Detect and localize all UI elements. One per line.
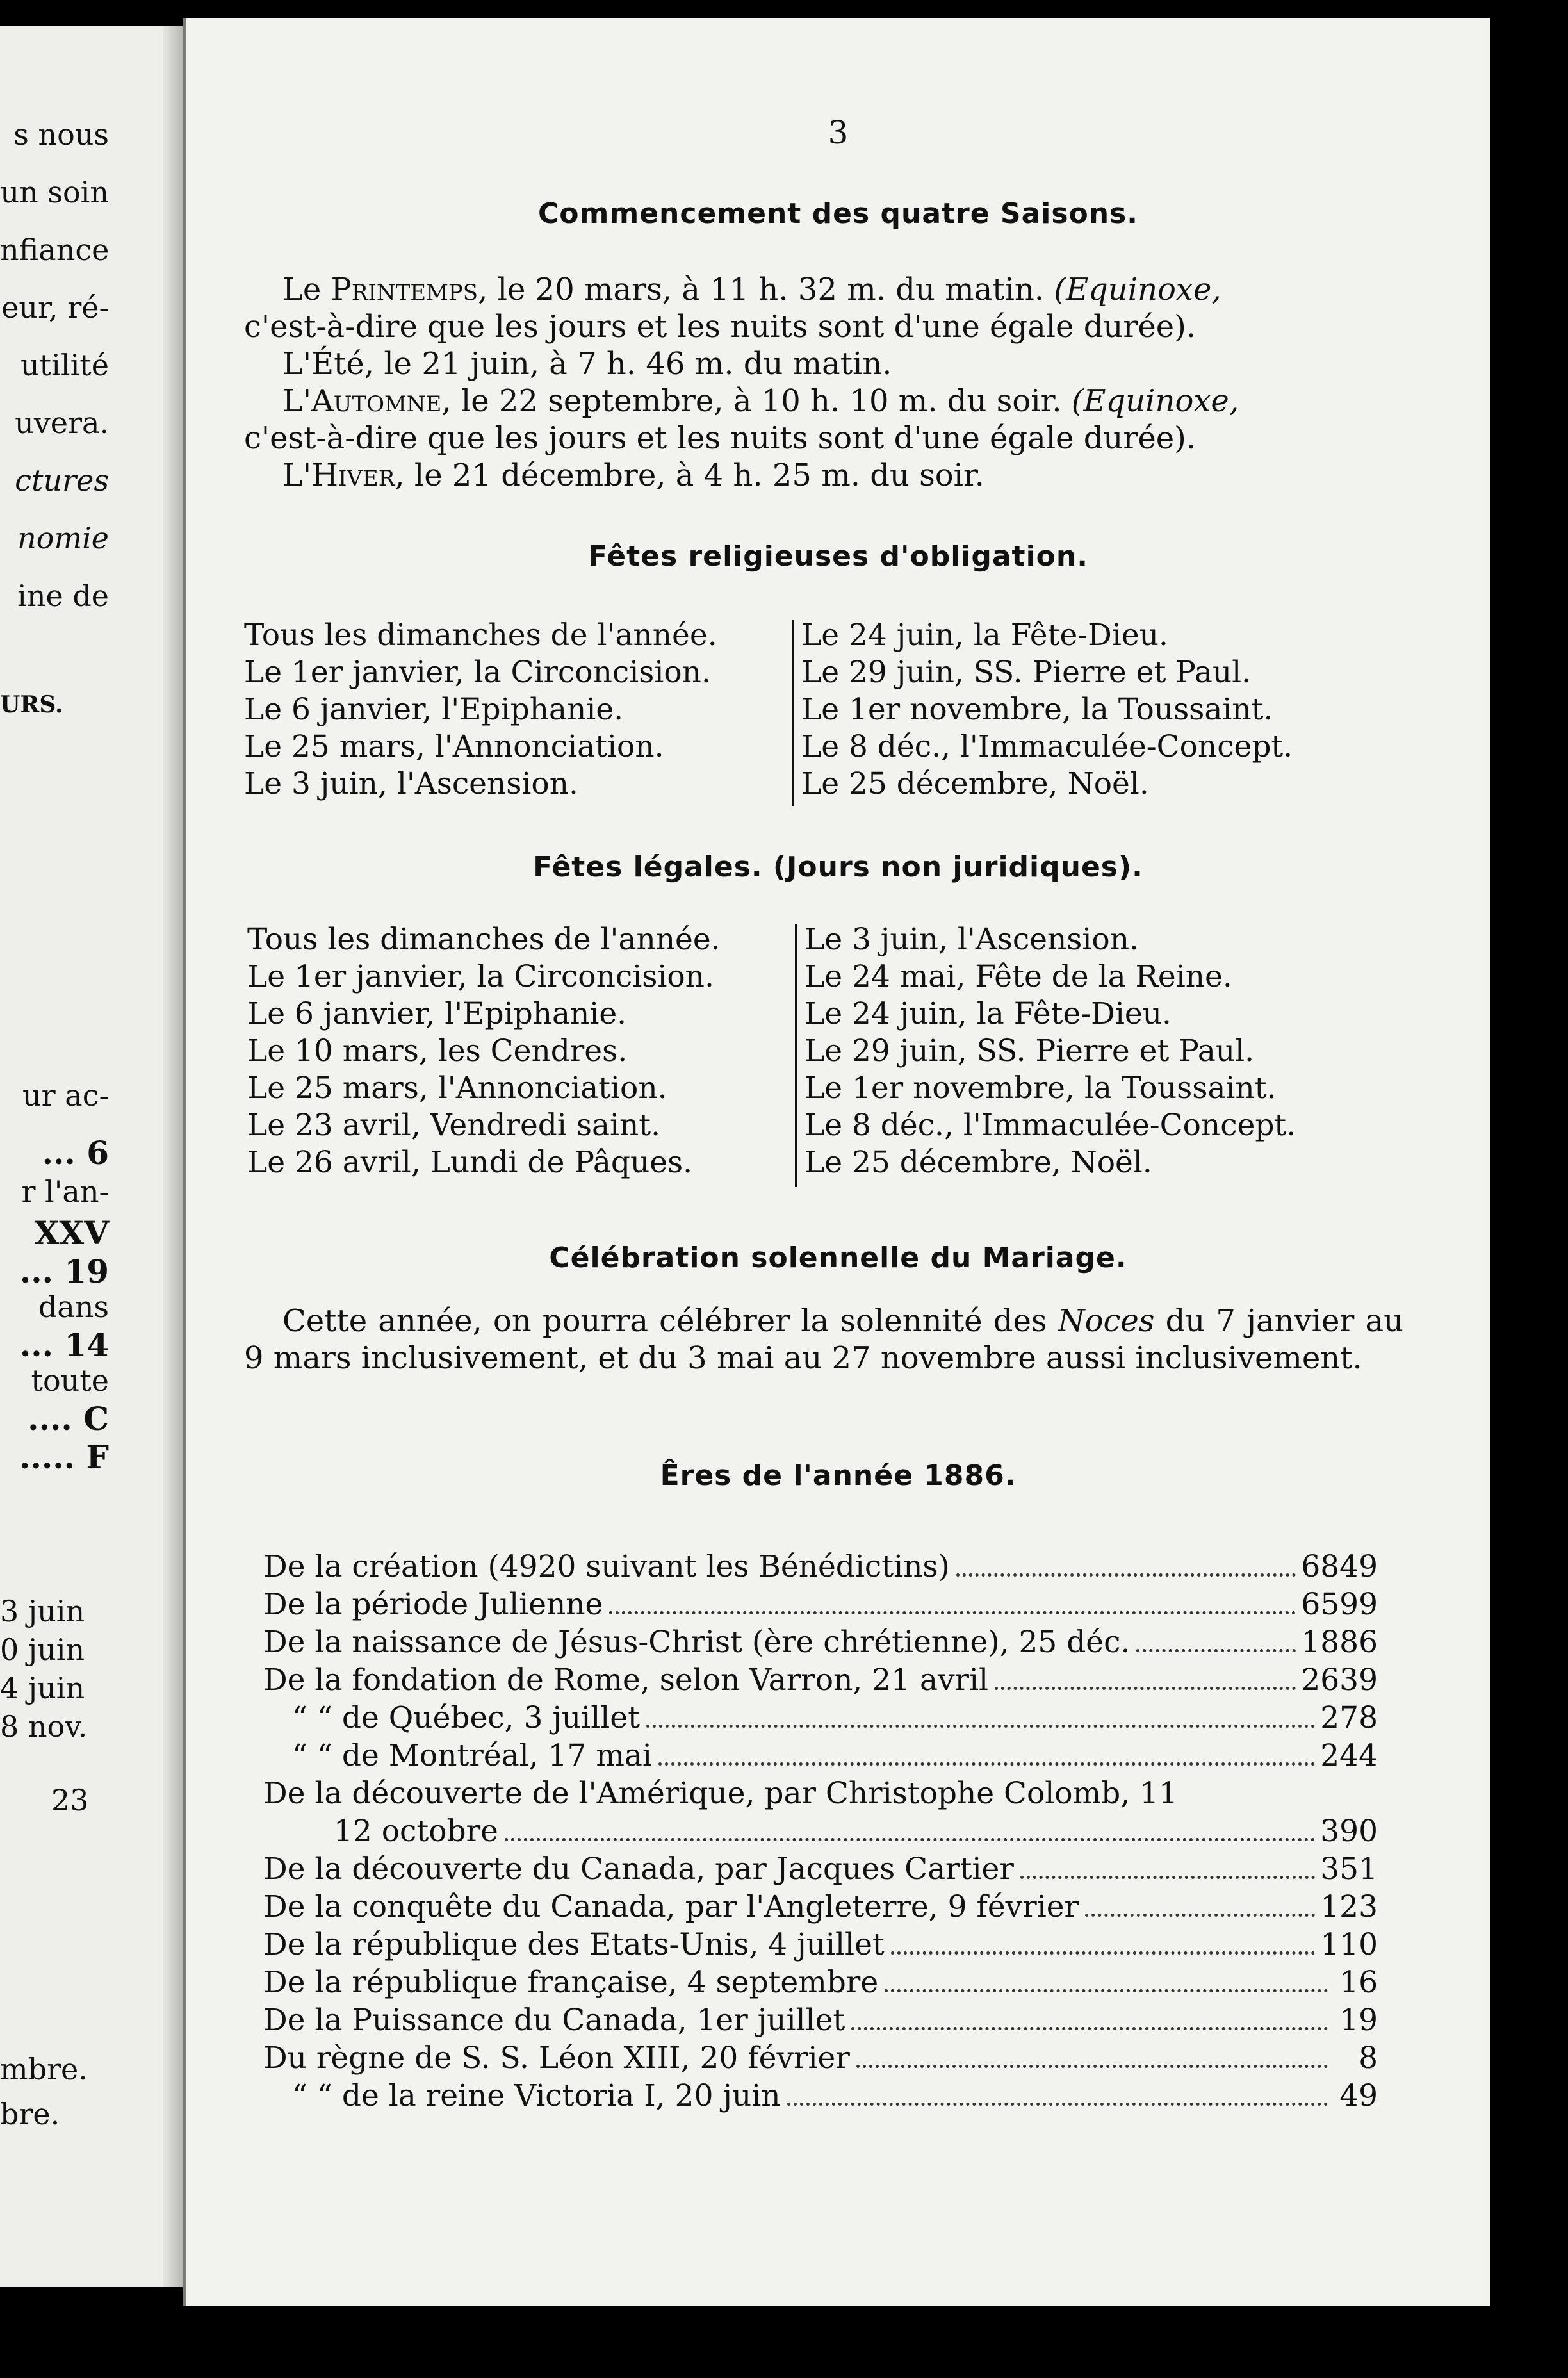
left-line: un soin [0,175,109,209]
table-row [263,2040,1378,2078]
list-item: Le 29 juin, SS. Pierre et Paul. [804,1033,1255,1069]
text: du 7 janvier au 9 mars inclusivement, et du 3 mai au 27 novembre aussi inclusivement. [244,1303,1404,1376]
season-name: Printemps, [331,272,488,308]
list-item: Le 8 déc., l'Immaculée-Concept. [804,1108,1296,1143]
row-label: De la création (4920 suivant les Bénédictins) [263,1549,950,1584]
list-item: Le 25 mars, l'Annonciation. [244,729,664,764]
dot-leader [646,1719,1315,1728]
saisons-text [244,271,1410,494]
row-value: 390 [1320,1814,1378,1849]
left-line: 4 juin [0,1671,85,1705]
left-line: s nous [13,117,109,152]
list-item: Le 25 mars, l'Annonciation. [247,1070,667,1106]
text: c'est-à-dire que les jours et les nuits sont d'une égale durée). [244,309,1196,345]
list-item: Le 24 mai, Fête de la Reine. [804,959,1232,994]
obligation-left-column [244,617,717,803]
left-line: ..... F [19,1438,109,1476]
row-label: De la conquête du Canada, par l'Angleterre, 9 février [263,1889,1079,1924]
left-line: URS. [0,691,63,718]
mariage-paragraph [244,1302,1403,1377]
row-label: Du règne de S. S. Léon XIII, 20 février [263,2040,850,2076]
dot-leader [891,1946,1315,1955]
table-row [263,1889,1378,1927]
left-line: r l'an- [21,1174,109,1209]
dot-leader [851,2022,1328,2030]
column-divider [795,924,797,1187]
list-item: Le 1er janvier, la Circoncision. [244,655,711,690]
text: le 22 septembre, à 10 h. 10 m. du soir. [461,383,1062,419]
section-title-legales: Fêtes légales. (Jours non juridiques). [533,851,1143,883]
list-item: Le 25 décembre, Noël. [804,1145,1152,1180]
row-label: De la fondation de Rome, selon Varron, 21 avril [263,1662,989,1698]
table-row [263,1776,1378,1814]
previous-page-fragment [0,26,189,2287]
row-label: De la découverte de l'Amérique, par Christophe Colomb, 11 [263,1776,1178,1811]
section-title-saisons: Commencement des quatre Saisons. [537,197,1139,230]
text: le 21 décembre, à 4 h. 25 m. du soir. [414,457,984,493]
left-line: mbre. [0,2052,88,2087]
dot-leader [1085,1908,1315,1917]
almanac-page [183,18,1490,2306]
list-item: Le 1er novembre, la Toussaint. [804,1070,1277,1106]
table-row [263,1927,1378,1965]
dot-leader [609,1606,1296,1614]
table-row [263,1700,1378,1738]
text: le 20 mars, à 11 h. 32 m. du matin. [497,272,1045,308]
text: c'est-à-dire que les jours et les nuits sont d'une égale durée). [244,420,1196,456]
dot-leader [1020,1871,1315,1879]
list-item: Le 3 juin, l'Ascension. [804,922,1139,957]
row-label: “ “ de Montréal, 17 mai [292,1738,652,1773]
row-label: De la république des Etats-Unis, 4 juillet [263,1927,885,1962]
season-name: Automne, [311,383,452,419]
left-line: .... C [28,1400,109,1438]
left-line: 23 [51,1783,89,1817]
dot-leader [658,1757,1315,1766]
row-value: 123 [1320,1889,1378,1924]
row-value: 2639 [1301,1662,1378,1698]
row-value: 8 [1359,2040,1378,2076]
list-item: Le 3 juin, l'Ascension. [244,766,578,801]
table-row [263,1814,1378,1851]
row-label: De la période Julienne [263,1587,603,1622]
left-line: ... 19 [19,1252,109,1290]
list-item: Le 23 avril, Vendredi saint. [247,1108,661,1143]
table-row [263,1549,1378,1587]
text: (Equinoxe, [1071,383,1239,419]
left-line: ... 14 [19,1326,109,1364]
section-title-mariage: Célébration solennelle du Mariage. [549,1242,1127,1274]
list-item: Tous les dimanches de l'année. [247,922,721,957]
row-value: 278 [1320,1700,1378,1735]
season-name: Hiver, [311,457,405,493]
left-line: utilité [20,348,109,382]
text: (Equinoxe, [1054,272,1221,308]
row-label: De la découverte du Canada, par Jacques Cartier [263,1851,1014,1887]
text: L'Été, le 21 juin, à 7 h. 46 m. du matin. [282,346,892,382]
left-line: bre. [0,2097,60,2131]
left-line: dans [38,1290,109,1324]
list-item: Le 8 déc., l'Immaculée-Concept. [801,729,1293,764]
eres-table [263,1549,1378,2116]
list-item: Le 6 janvier, l'Epiphanie. [244,692,624,727]
left-line: 0 juin [0,1632,85,1667]
list-item: Le 26 avril, Lundi de Pâques. [247,1145,693,1180]
left-line: toute [31,1363,109,1398]
dot-leader [956,1568,1296,1577]
left-line: nfiance [0,233,110,267]
row-value: 6849 [1301,1549,1378,1584]
list-item: Le 10 mars, les Cendres. [247,1033,628,1069]
row-value: 351 [1320,1851,1378,1887]
text: L' [282,383,312,419]
left-line: eur, ré- [1,290,109,325]
obligation-right-column [801,617,1293,803]
table-row [263,1965,1378,2003]
section-title-obligation: Fêtes religieuses d'obligation. [588,540,1088,573]
list-item: Le 1er novembre, la Toussaint. [801,692,1273,727]
list-item: Le 6 janvier, l'Epiphanie. [247,996,627,1031]
row-label: “ “ de la reine Victoria I, 20 juin [292,2078,781,2113]
table-row [263,1738,1378,1776]
dot-leader [856,2060,1328,2068]
text: Cette année, on pourra célébrer la solennité des [282,1303,1047,1339]
dot-leader [995,1682,1296,1690]
left-line: ine de [17,578,109,613]
row-label: 12 octobre [334,1814,498,1849]
list-item: Le 25 décembre, Noël. [801,766,1149,801]
row-value: 49 [1339,2078,1378,2113]
row-value: 244 [1320,1738,1378,1773]
left-line: ... 6 [42,1134,109,1172]
row-label: De la république française, 4 septembre [263,1965,879,2000]
column-divider [792,620,794,806]
list-item: Le 29 juin, SS. Pierre et Paul. [801,655,1252,690]
row-label: De la naissance de Jésus-Christ (ère chrétienne), 25 déc. [263,1625,1131,1660]
table-row [263,2078,1378,2116]
left-line: ur ac- [22,1078,109,1113]
row-value: 110 [1320,1927,1378,1962]
dot-leader [505,1833,1315,1841]
table-row [263,2003,1378,2040]
left-line: 8 nov. [0,1709,88,1744]
left-line: uvera. [15,406,109,440]
left-line: XXV [34,1214,109,1252]
row-value: 19 [1339,2003,1378,2038]
row-label: “ “ de Québec, 3 juillet [292,1700,640,1735]
row-value: 1886 [1301,1625,1378,1660]
row-value: 16 [1339,1965,1378,2000]
legales-right-column [804,921,1296,1181]
list-item: Le 24 juin, la Fête-Dieu. [801,618,1168,653]
table-row [263,1625,1378,1662]
left-line: ctures [15,463,109,498]
text: Le [282,272,322,308]
section-title-eres: Êres de l'année 1886. [660,1459,1017,1492]
left-line: 3 juin [0,1594,85,1628]
legales-left-column [247,921,721,1181]
table-row [263,1851,1378,1889]
dot-leader [1136,1644,1296,1652]
text: L' [282,457,312,493]
page-number: 3 [828,114,849,151]
row-value: 6599 [1301,1587,1378,1622]
list-item: Le 1er janvier, la Circoncision. [247,959,714,994]
list-item: Le 24 juin, la Fête-Dieu. [804,996,1172,1031]
dot-leader [787,2097,1328,2106]
left-line: nomie [17,521,109,555]
table-row [263,1587,1378,1625]
table-row [263,1662,1378,1700]
dot-leader [885,1984,1328,1992]
list-item: Tous les dimanches de l'année. [244,618,717,653]
text: Noces [1058,1303,1155,1339]
row-label: De la Puissance du Canada, 1er juillet [263,2003,845,2038]
